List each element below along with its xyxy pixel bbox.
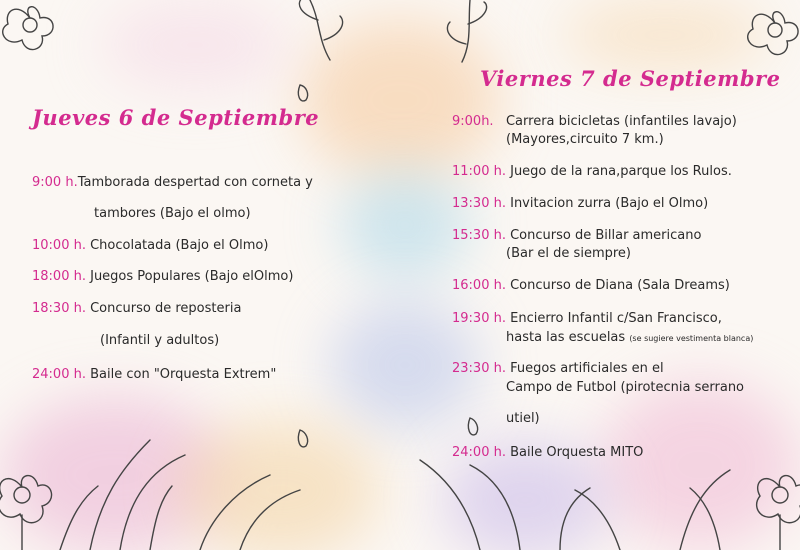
event-time: 18:30 h. [32,301,86,316]
event-continuation [506,329,753,348]
event-text: Carrera bicicletas (infantiles lavajo) [505,114,737,129]
event-time: 9:00h. [452,114,494,129]
event-text: Baile Orquesta MITO [510,445,644,460]
event-time: 24:00 h. [32,367,86,382]
event-continuation-text: hasta las escuelas [506,330,626,345]
event-time: 16:00 h. [452,278,506,293]
event-text: Chocolatada (Bajo el Olmo) [90,238,269,253]
event-text: Juegos Populares (Bajo elOlmo) [90,269,294,284]
event-time: 15:30 h. [452,228,506,243]
leaf-icon [60,418,730,550]
event-time: 18:00 h. [32,269,86,284]
schedule-entry [32,300,241,318]
schedule-entry [452,227,701,245]
event-time: 24:00 h. [452,445,506,460]
event-text: Tamborada despertad con corneta y [77,175,313,190]
event-text: Baile con "Orquesta Extrem" [90,367,277,382]
event-time: 13:30 h. [452,196,506,211]
flower-icon [3,7,53,50]
event-continuation: utiel) [506,411,540,426]
schedule-entry [32,366,276,384]
event-time: 9:00 h. [32,175,78,190]
event-continuation: (Infantil y adultos) [100,333,220,348]
event-text: Encierro Infantil c/San Francisco, [510,311,722,326]
schedule-entry [452,277,730,295]
thursday-title: Jueves 6 de Septiembre [32,105,320,130]
event-continuation: Campo de Futbol (pirotecnia serrano [506,380,745,395]
event-time: 10:00 h. [32,238,86,253]
event-text: Concurso de reposteria [90,301,242,316]
schedule-entry [452,310,722,328]
event-continuation: (Bar el de siempre) [506,246,631,261]
event-note: (se sugiere vestimenta blanca) [629,334,754,343]
event-text: Juego de la rana,parque los Rulos. [510,164,732,179]
event-continuation: (Mayores,circuito 7 km.) [506,132,664,147]
flower-icon [748,12,798,55]
event-text: Concurso de Billar americano [510,228,702,243]
schedule-entry [452,360,664,378]
event-time: 11:00 h. [452,164,506,179]
friday-title: Viernes 7 de Septiembre [480,66,781,91]
schedule-entry [452,163,732,181]
event-time: 23:30 h. [452,361,506,376]
event-time: 19:30 h. [452,311,506,326]
leaf-icon [298,0,486,101]
flower-icon [757,476,800,550]
schedule-entry [452,195,708,213]
flower-icon [0,476,52,550]
schedule-entry [32,268,293,286]
schedule-entry [32,237,268,255]
event-text: Fuegos artificiales en el [510,361,664,376]
schedule-entry [32,174,313,192]
event-text: Concurso de Diana (Sala Dreams) [510,278,730,293]
event-continuation: tambores (Bajo el olmo) [94,206,251,221]
schedule-entry [452,113,737,131]
schedule-entry [452,444,643,462]
event-text: Invitacion zurra (Bajo el Olmo) [510,196,709,211]
